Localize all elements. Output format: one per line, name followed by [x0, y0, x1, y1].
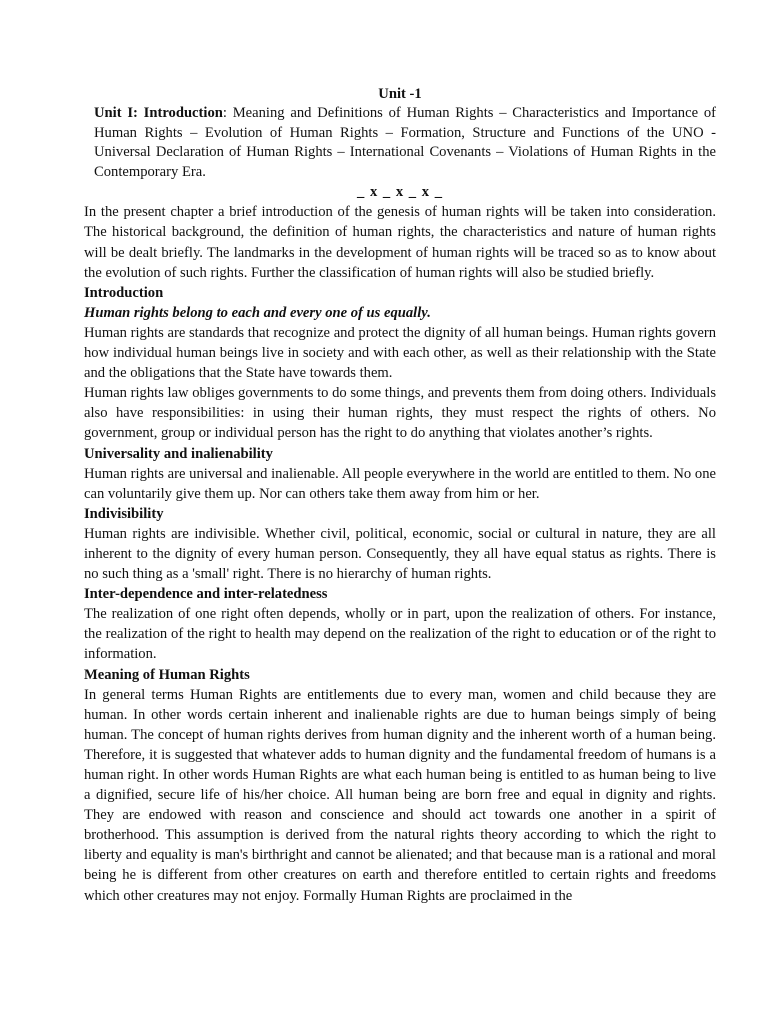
meaning-heading: Meaning of Human Rights: [84, 666, 250, 683]
meaning-paragraph: In general terms Human Rights are entitlements due to every man, women and child because they are human. In other words certain inherent and inalienable rights are due to human beings simply of being human. The concept of human rights derives from human dignity and the inherent worth of a human being. Therefore, it is suggested that whatever adds to human dignity and the fundamental freedom of humans is a human right. In other words Human Rights are what each human being is entitled to as human being to live a dignified, secure life of his/her choice. All human being are born free and equal in dignity and rights. They are endowed with reason and conscience and should act towards one another in a spirit of brotherhood. This assumption is derived from the natural rights theory according to which the right to liberty and equality is man's birthright and cannot be alienated; and that because man is a rational and moral being he is different from other creatures on earth and therefore entitled to certain rights and freedoms which other creatures may not enjoy. Formally Human Rights are proclaimed in the: [84, 686, 716, 904]
interdependence-heading: Inter-dependence and inter-relatedness: [84, 586, 328, 603]
chapter-intro-paragraph: In the present chapter a brief introduction of the genesis of human rights will be taken into consideration. The historical background, the definition of human rights, the characteristics and nature of human rights will be dealt briefly. The landmarks in the development of human rights will be traced so as to know about the evolution of such rights. Further the classification of human rights will also be studied briefly.: [84, 204, 716, 281]
universality-paragraph: Human rights are universal and inalienable. All people everywhere in the world are entitled to them. No one can voluntarily give them up. Nor can others take them away from him or her.: [84, 465, 716, 502]
unit-syllabus-lead: Unit I: Introduction: [94, 105, 223, 121]
unit-syllabus-text: : Meaning and Definitions of Human Rights – Characteristics and Importance of Human Rights – Evolution of Human Rights – Formation, Structure and Functions of the UNO - Universal Declaration of Human Rights – International Covenants – Violations of Human Rights in the Contemporary Era.: [94, 105, 716, 180]
introduction-heading: Introduction: [84, 284, 164, 301]
document-page: [84, 84, 716, 906]
introduction-motto: Human rights belong to each and every one of us equally.: [84, 304, 431, 321]
unit-syllabus: [94, 104, 716, 182]
indivisibility-paragraph: Human rights are indivisible. Whether civil, political, economic, social or cultural in nature, they are all inherent to the dignity of every human person. Consequently, they all have equal status as rights. There is no such thing as a 'small' right. There is no hierarchy of human rights.: [84, 525, 716, 583]
unit-heading: Unit -1: [378, 86, 422, 102]
section-divider: _ x _ x _ x _: [357, 184, 443, 201]
introduction-paragraph-1: Human rights are standards that recognize and protect the dignity of all human beings. Human rights govern how individual human beings live in society and with each other, as well as their relationship with the State and the obligations that the State have towards them.: [84, 324, 716, 382]
indivisibility-heading: Indivisibility: [84, 505, 164, 522]
universality-heading: Universality and inalienability: [84, 445, 273, 462]
introduction-paragraph-2: Human rights law obliges governments to do some things, and prevents them from doing others. Individuals also have responsibilities: in using their human rights, they must respect the rights of others. No government, group or individual person has the right to do anything that violates another’s rights.: [84, 385, 716, 442]
interdependence-paragraph: The realization of one right often depends, wholly or in part, upon the realization of others. For instance, the realization of the right to health may depend on the realization of the right to education or of the right to information.: [84, 606, 716, 663]
